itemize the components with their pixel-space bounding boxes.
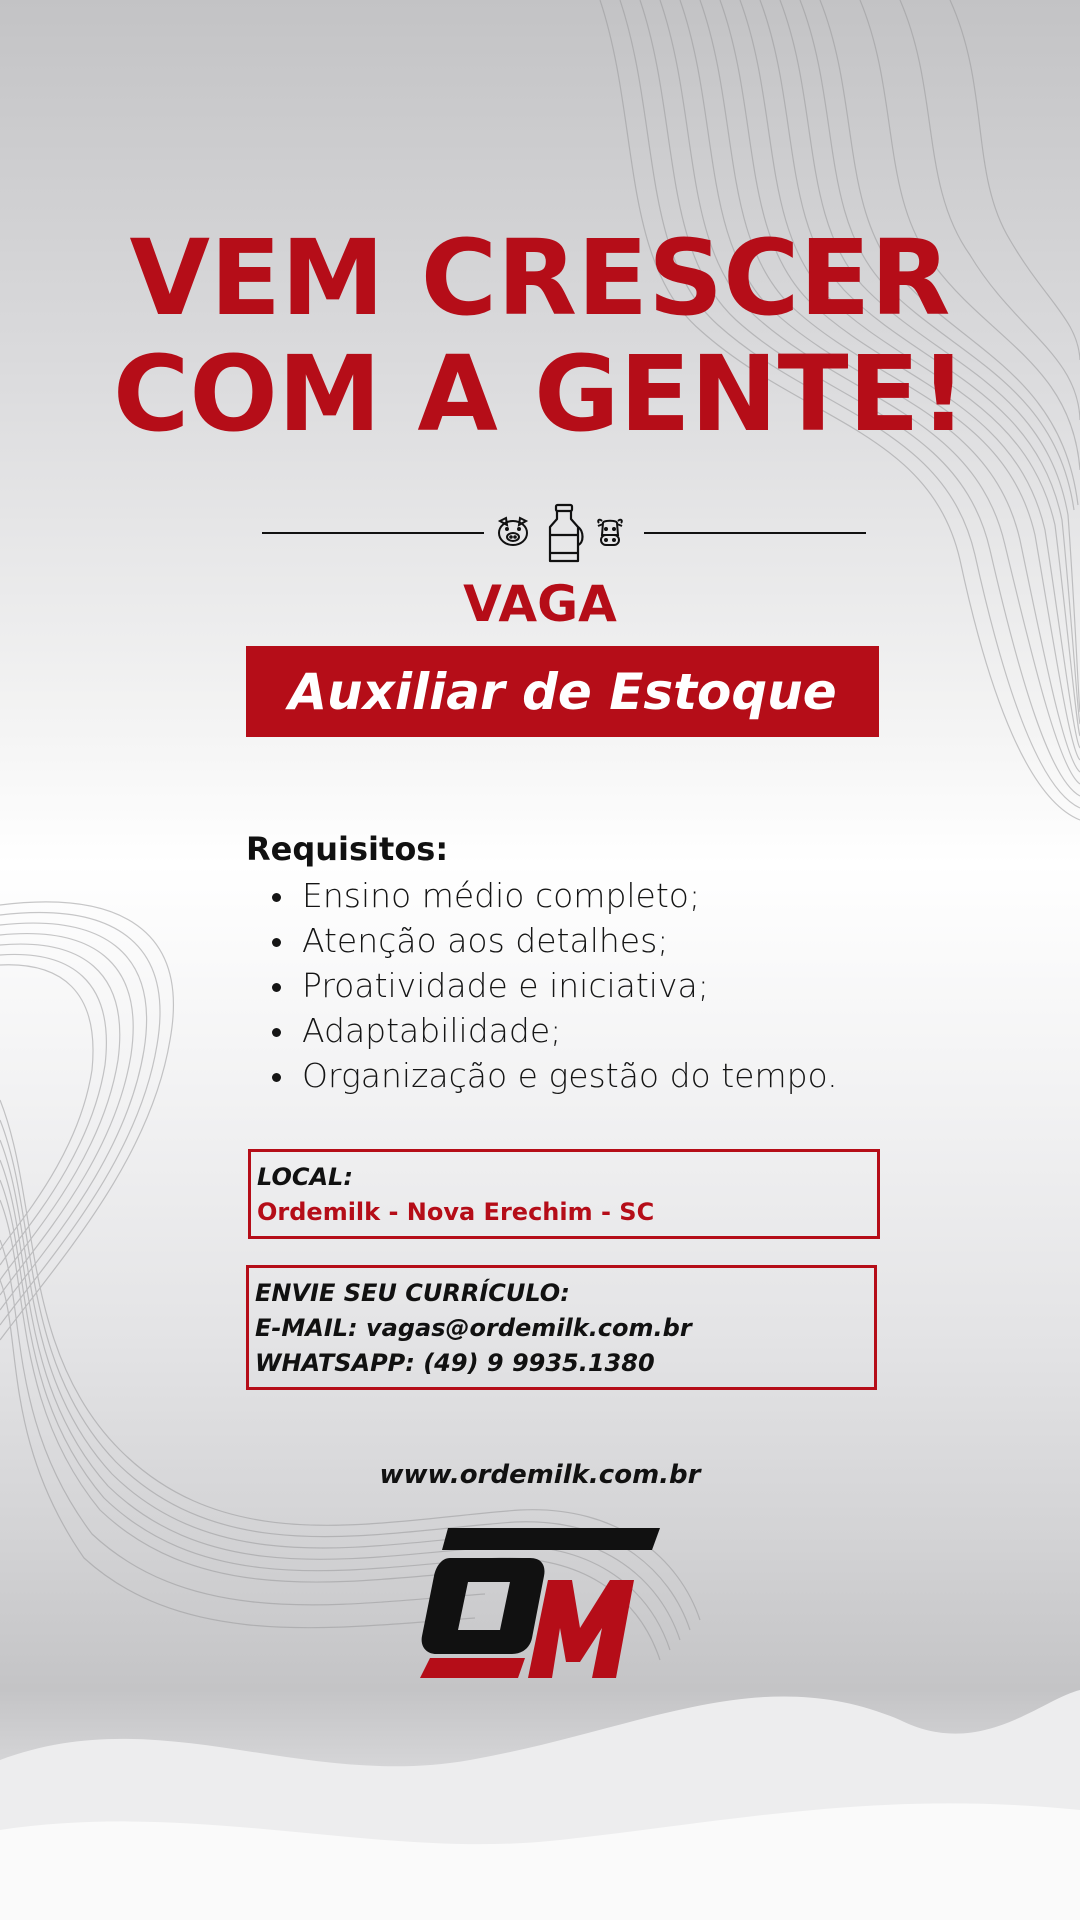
website-link[interactable]: www.ordemilk.com.br — [379, 1460, 701, 1490]
divider-line-left — [262, 532, 484, 534]
divider-with-icons — [0, 505, 1080, 565]
local-value: Ordemilk - Nova Erechim - SC — [257, 1198, 655, 1226]
headline-line-1: VEM CRESCER — [129, 217, 951, 339]
email-line: E-MAIL: vagas@ordemilk.com.br — [255, 1314, 692, 1342]
requisito-item: Adaptabilidade; — [246, 1008, 838, 1053]
headline — [0, 217, 1080, 455]
requisitos-list — [246, 873, 838, 1098]
headline-line-2: COM A GENTE! — [113, 333, 967, 455]
requisito-item: Atenção aos detalhes; — [246, 918, 838, 963]
curriculo-title: ENVIE SEU CURRÍCULO: — [255, 1279, 570, 1307]
vaga-title-banner — [246, 646, 879, 737]
local-label: LOCAL: — [257, 1163, 353, 1191]
pig-icon — [495, 515, 531, 549]
curriculo-box — [246, 1265, 877, 1390]
whatsapp-line: WHATSAPP: (49) 9 9935.1380 — [255, 1349, 655, 1377]
vaga-title: Auxiliar de Estoque — [288, 662, 837, 721]
cow-icon — [594, 515, 626, 549]
milk-can-icon — [544, 503, 584, 565]
ordemilk-logo — [420, 1528, 660, 1678]
requisitos-title: Requisitos: — [246, 830, 449, 868]
divider-line-right — [644, 532, 866, 534]
requisito-item: Organização e gestão do tempo. — [246, 1053, 838, 1098]
local-box — [248, 1149, 880, 1239]
vaga-label: VAGA — [463, 575, 617, 633]
requisito-item: Proatividade e iniciativa; — [246, 963, 838, 1008]
requisito-item: Ensino médio completo; — [246, 873, 838, 918]
